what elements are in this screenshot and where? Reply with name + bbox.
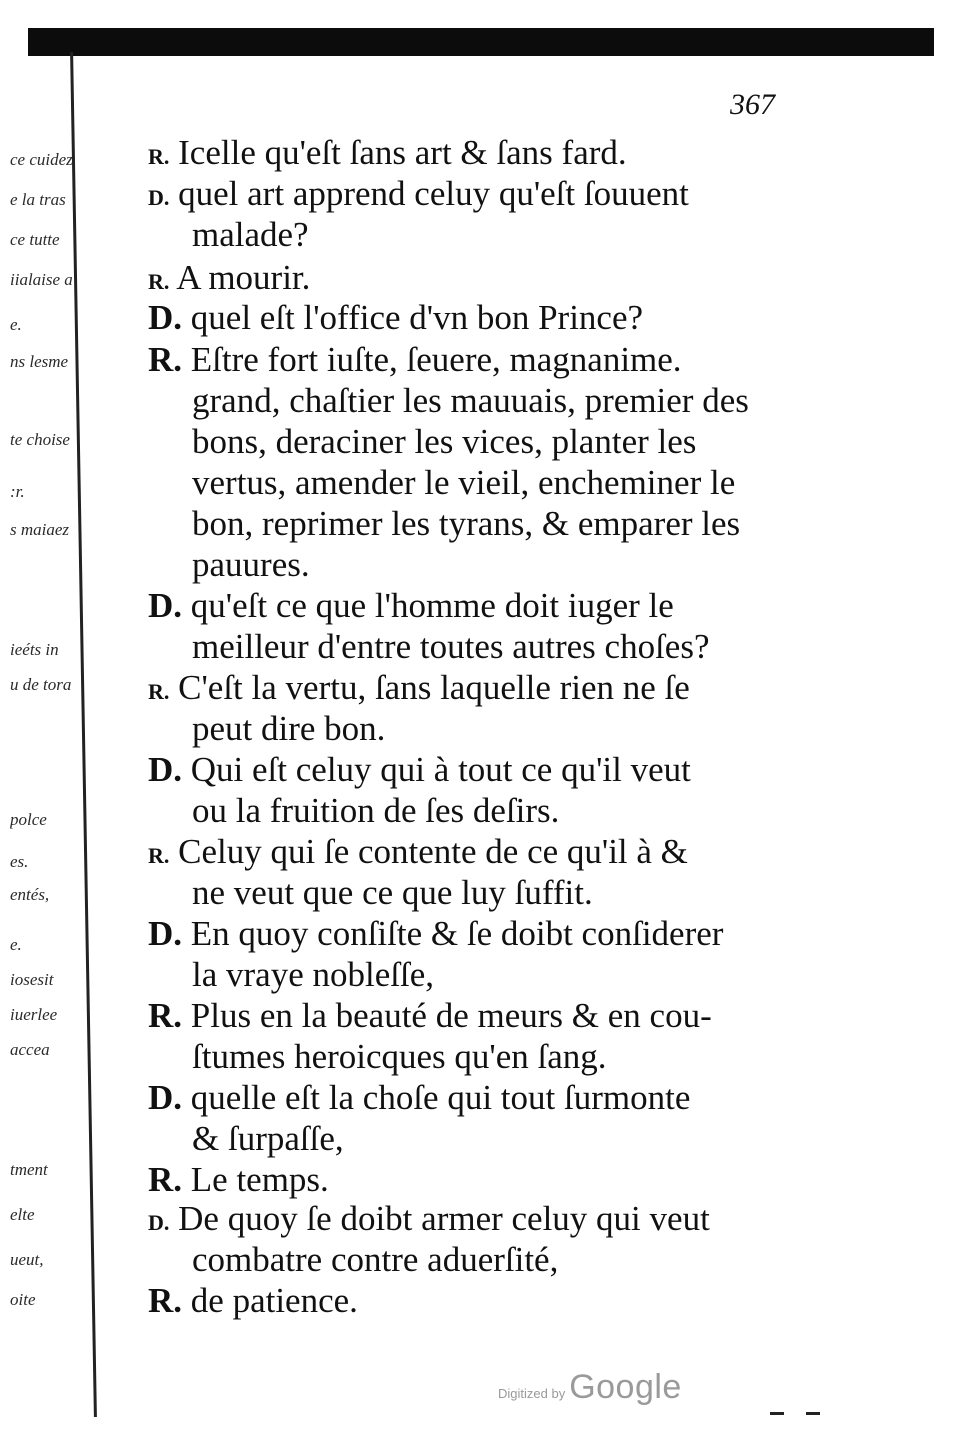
margin-bleed-fragment: ce cuidez [10, 150, 73, 169]
dialogue-text: De quoy ſe doibt armer celuy qui veut [178, 1199, 710, 1238]
dialogue-text: pauures. [192, 545, 310, 584]
speaker-label: R. [148, 1160, 183, 1199]
margin-bleed-fragment: te choise [10, 430, 70, 449]
bottom-dash-mark [770, 1412, 784, 1415]
dialogue-line-continued [192, 627, 710, 667]
speaker-label: D. [148, 586, 183, 625]
dialogue-text: grand, chaſtier les mauuais, premier des [192, 381, 749, 420]
margin-bleed-fragment: u de tora [10, 675, 72, 694]
margin-bleed-fragment: oite [10, 1290, 36, 1309]
dialogue-line-continued [192, 1037, 607, 1077]
dialogue-line-first [148, 1078, 690, 1118]
digitized-by-label: Digitized by [498, 1386, 566, 1401]
margin-bleed-fragment: iosesit [10, 970, 54, 989]
digitized-watermark [498, 1368, 682, 1407]
dialogue-line-first [148, 750, 691, 790]
margin-bleed-fragment: iuerlee [10, 1005, 58, 1024]
dialogue-text: Celuy qui ſe contente de ce qu'il à & [178, 832, 688, 871]
dialogue-line-continued [192, 955, 434, 995]
dialogue-text: malade? [192, 215, 309, 254]
dialogue-line-continued [192, 709, 385, 749]
speaker-label: R. [148, 340, 183, 379]
google-wordmark: Google [569, 1368, 682, 1406]
dialogue-text: quel art apprend celuy qu'eſt ſouuent [178, 174, 689, 213]
dialogue-text: Plus en la beauté de meurs & en cou- [190, 996, 712, 1035]
margin-bleed-fragment: e. [10, 315, 22, 334]
dialogue-line-first [148, 1199, 710, 1243]
dialogue-line-continued [192, 1119, 344, 1159]
dialogue-line-continued [192, 1240, 558, 1280]
dialogue-text: combatre contre aduerſité, [192, 1240, 559, 1279]
dialogue-line-continued [192, 504, 740, 544]
dialogue-text: C'eſt la vertu, ſans laquelle rien ne ſe [178, 668, 690, 707]
dialogue-text: ou la fruition de ſes deſirs. [192, 791, 560, 830]
dialogue-text: la vraye nobleſſe, [192, 955, 434, 994]
speaker-label: R. [148, 843, 170, 868]
page-number: 367 [730, 88, 775, 121]
speaker-label: R. [148, 144, 170, 169]
dialogue-text: bons, deraciner les vices, planter les [192, 422, 697, 461]
dialogue-text: meilleur d'entre toutes autres choſes? [192, 627, 710, 666]
dialogue-text: peut dire bon. [192, 709, 386, 748]
speaker-label: D. [148, 185, 170, 210]
dialogue-line-continued [192, 381, 749, 421]
speaker-label: R. [148, 269, 170, 294]
dialogue-text: ſtumes heroicques qu'en ſang. [192, 1037, 607, 1076]
margin-bleed-fragment: entés, [10, 885, 50, 904]
dialogue-line-first [148, 1281, 358, 1321]
speaker-label: R. [148, 679, 170, 704]
dialogue-line-continued [192, 463, 735, 503]
margin-bleed-fragment: es. [10, 852, 29, 871]
dialogue-line-first [148, 668, 690, 712]
dialogue-text: bon, reprimer les tyrans, & emparer les [192, 504, 741, 543]
dialogue-line-first [148, 914, 723, 954]
bottom-dash-mark [806, 1412, 820, 1415]
margin-bleed-fragment: e. [10, 935, 22, 954]
dialogue-text: & ſurpaſſe, [192, 1119, 344, 1158]
speaker-label: D. [148, 298, 183, 337]
dialogue-line-continued [192, 422, 696, 462]
dialogue-line-continued [192, 545, 310, 585]
speaker-label: D. [148, 750, 183, 789]
dialogue-text: quel eſt l'office d'vn bon Prince? [190, 298, 644, 337]
speaker-label: D. [148, 1078, 183, 1117]
dialogue-line-first [148, 1160, 329, 1200]
dialogue-line-continued [192, 791, 559, 831]
margin-bleed-fragment: ueut, [10, 1250, 44, 1269]
dialogue-text: Icelle qu'eſt ſans art & ſans fard. [178, 133, 627, 172]
dialogue-line-continued [192, 215, 309, 255]
dialogue-line-first [148, 298, 643, 338]
dialogue-text: ne veut que ce que luy ſuffit. [192, 873, 593, 912]
dialogue-line-first [148, 340, 682, 380]
dialogue-text: de patience. [190, 1281, 358, 1320]
dialogue-text: quelle eſt la choſe qui tout ſurmonte [190, 1078, 691, 1117]
margin-bleed-fragment: ce tutte [10, 230, 60, 249]
margin-bleed-fragment: ieéts in [10, 640, 59, 659]
dialogue-line-first [148, 832, 688, 876]
speaker-label: R. [148, 1281, 183, 1320]
dialogue-line-first [148, 174, 689, 218]
margin-bleed-fragment: polce [10, 810, 47, 829]
dialogue-line-continued [192, 873, 593, 913]
margin-bleed-fragment: accea [10, 1040, 50, 1059]
dialogue-text: A mourir. [176, 258, 311, 297]
dialogue-text: En quoy conſiſte & ſe doibt conſiderer [190, 914, 724, 953]
dialogue-text: Le temps. [190, 1160, 329, 1199]
dialogue-text: Eſtre fort iuſte, ſeuere, magnanime. [190, 340, 682, 379]
dialogue-text: Qui eſt celuy qui à tout ce qu'il veut [190, 750, 691, 789]
speaker-label: D. [148, 1210, 170, 1235]
dialogue-line-first [148, 133, 627, 177]
dialogue-text: qu'eſt ce que l'homme doit iuger le [190, 586, 674, 625]
dialogue-line-first [148, 996, 712, 1036]
margin-bleed-fragment: :r. [10, 482, 25, 501]
dialogue-line-first [148, 586, 674, 626]
dialogue-text: vertus, amender le vieil, encheminer le [192, 463, 736, 502]
margin-bleed-fragment: iialaise a [10, 270, 73, 289]
speaker-label: R. [148, 996, 183, 1035]
margin-bleed-fragment: elte [10, 1205, 35, 1224]
speaker-label: D. [148, 914, 183, 953]
margin-bleed-fragment: ns lesme [10, 352, 69, 371]
margin-bleed-fragment: tment [10, 1160, 48, 1179]
dialogue-line-first [148, 258, 310, 302]
margin-bleed-fragment: e la tras [10, 190, 66, 209]
margin-bleed-text [0, 0, 80, 1448]
top-rule-bar [28, 28, 934, 56]
margin-bleed-fragment: s maiaez [10, 520, 70, 539]
